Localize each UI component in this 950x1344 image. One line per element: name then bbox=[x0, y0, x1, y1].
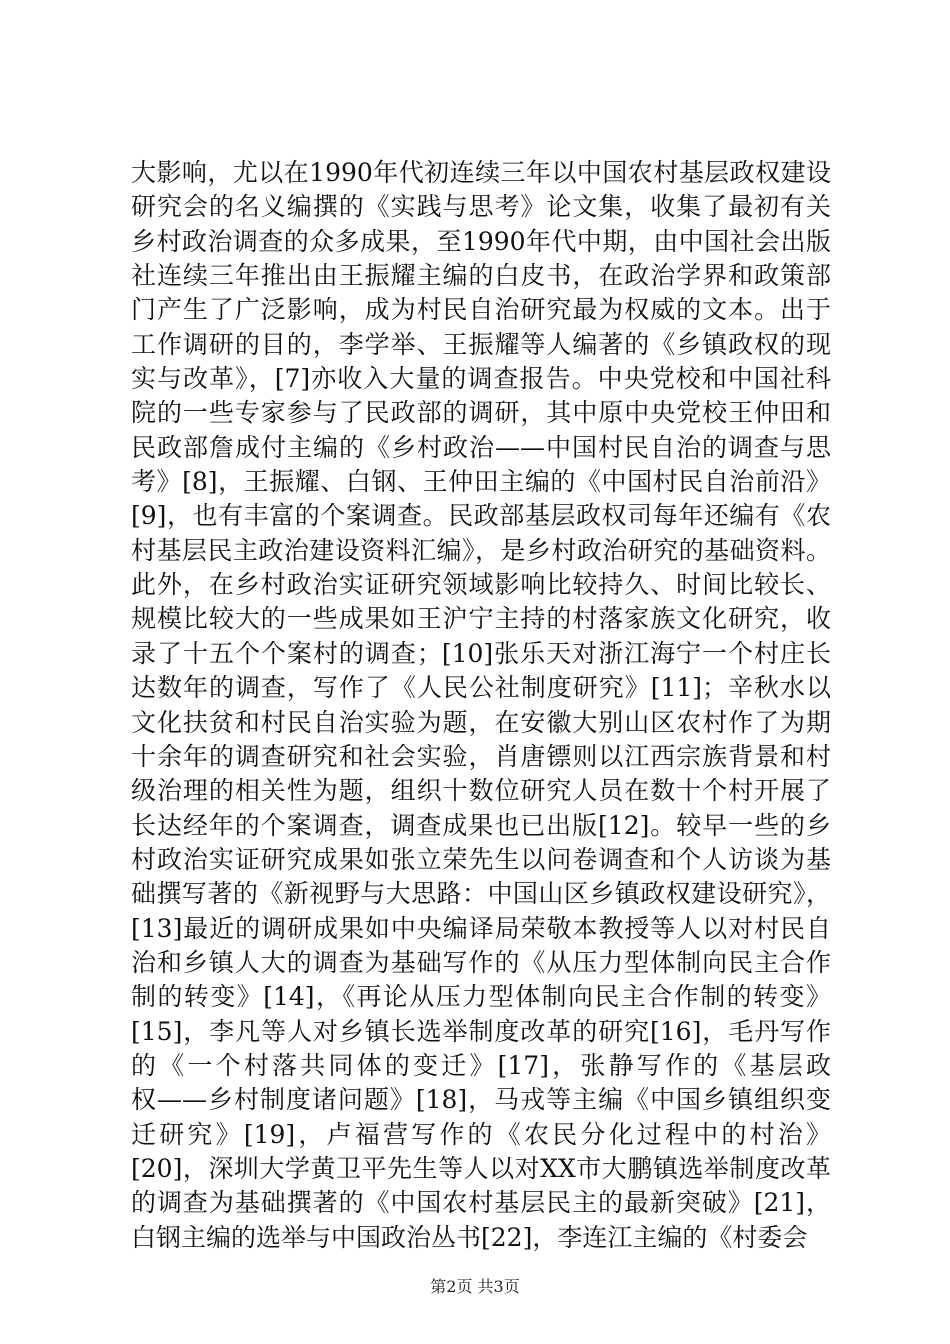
text-line: [9]，也有丰富的个案调查。民政部基层政权司每年还编有《农 bbox=[131, 501, 831, 531]
text-line: 长达经年的个案调查，调查成果也已出版[12]。较早一些的乡 bbox=[131, 810, 831, 840]
text-line: 权——乡村制度诸问题》[18]，马戎等主编《中国乡镇组织变 bbox=[131, 1085, 831, 1115]
text-line: 院的一些专家参与了民政部的调研，其中原中央党校王仲田和 bbox=[131, 398, 831, 428]
text-line: 工作调研的目的，李学举、王振耀等人编著的《乡镇政权的现 bbox=[131, 329, 831, 359]
text-line: 级治理的相关性为题，组织十数位研究人员在数十个村开展了 bbox=[131, 776, 831, 806]
text-line: 础撰写著的《新视野与大思路：中国山区乡镇政权建设研究》， bbox=[131, 879, 831, 909]
text-line: 此外，在乡村政治实证研究领域影响比较持久、时间比较长、 bbox=[131, 570, 831, 600]
text-line: 的调查为基础撰著的《中国农村基层民主的最新突破》[21]， bbox=[131, 1188, 831, 1218]
text-line: 考》[8]，王振耀、白钢、王仲田主编的《中国村民自治前沿》 bbox=[131, 467, 831, 497]
text-line: 村基层民主政治建设资料汇编》，是乡村政治研究的基础资料。 bbox=[131, 535, 831, 565]
text-line: 治和乡镇人大的调查为基础写作的《从压力型体制向民主合作 bbox=[131, 947, 831, 977]
body-paragraph bbox=[131, 156, 831, 1255]
text-line: 实与改革》，[7]亦收入大量的调查报告。中央党校和中国社科 bbox=[131, 364, 831, 394]
text-line: 制的转变》[14]，《再论从压力型体制向民主合作制的转变》 bbox=[131, 982, 831, 1012]
text-line: 录了十五个个案村的调查；[10]张乐天对浙江海宁一个村庄长 bbox=[131, 638, 831, 668]
text-line: 迁研究》[19]，卢福营写作的《农民分化过程中的村治》 bbox=[131, 1119, 831, 1149]
text-line: [15]，李凡等人对乡镇长选举制度改革的研究[16]，毛丹写作 bbox=[131, 1016, 831, 1046]
text-line: 社连续三年推出由王振耀主编的白皮书，在政治学界和政策部 bbox=[131, 261, 831, 291]
text-line: 文化扶贫和村民自治实验为题，在安徽大别山区农村作了为期 bbox=[131, 707, 831, 737]
text-line: 门产生了广泛影响，成为村民自治研究最为权威的文本。出于 bbox=[131, 295, 831, 325]
text-line: 民政部詹成付主编的《乡村政治——中国村民自治的调查与思 bbox=[131, 432, 831, 462]
text-line: 研究会的名义编撰的《实践与思考》论文集，收集了最初有关 bbox=[131, 192, 831, 222]
text-line: [13]最近的调研成果如中央编译局荣敬本教授等人以对村民自 bbox=[131, 913, 831, 943]
text-line: 大影响，尤以在1990年代初连续三年以中国农村基层政权建设 bbox=[131, 158, 831, 187]
text-line: [20]，深圳大学黄卫平先生等人以对XX市大鹏镇选举制度改革 bbox=[131, 1153, 831, 1183]
text-line: 达数年的调查，写作了《人民公社制度研究》[11]；辛秋水以 bbox=[131, 673, 831, 703]
text-line: 村政治实证研究成果如张立荣先生以问卷调查和个人访谈为基 bbox=[131, 844, 831, 874]
text-line: 的《一个村落共同体的变迁》[17]，张静写作的《基层政 bbox=[131, 1050, 831, 1080]
page-number-footer: 第2页 共3页 bbox=[430, 1277, 520, 1296]
text-line: 十余年的调查研究和社会实验，肖唐镖则以江西宗族背景和村 bbox=[131, 741, 831, 771]
text-line: 规模比较大的一些成果如王沪宁主持的村落家族文化研究，收 bbox=[131, 604, 831, 634]
text-line: 乡村政治调查的众多成果，至1990年代中期，由中国社会出版 bbox=[131, 226, 831, 256]
text-line: 白钢主编的选举与中国政治丛书[22]，李连江主编的《村委会 bbox=[131, 1222, 808, 1252]
